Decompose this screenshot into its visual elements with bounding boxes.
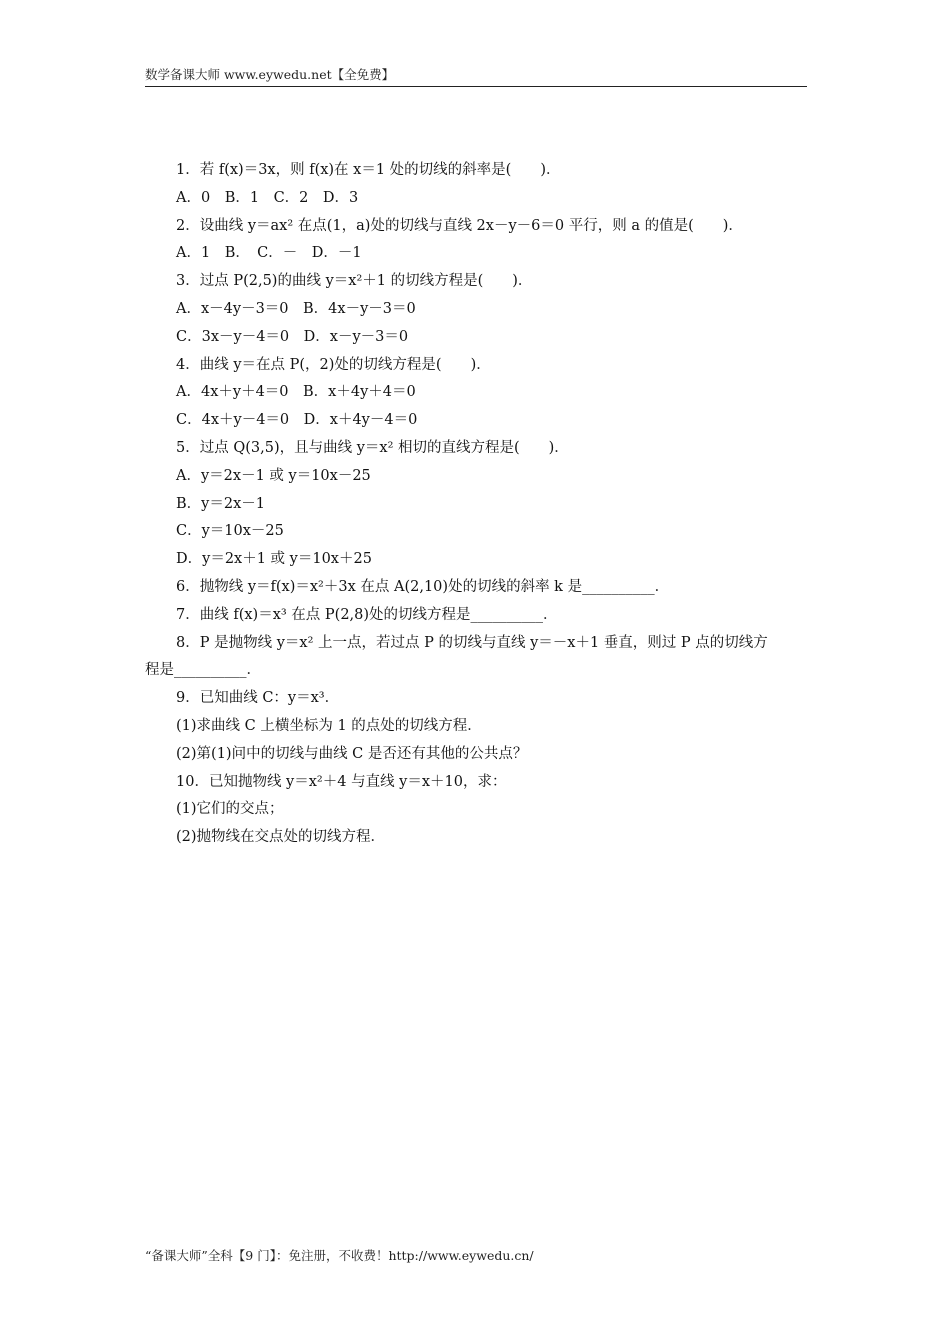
question-8: 8．P 是抛物线 y＝x² 上一点，若过点 P 的切线与直线 y＝－x＋1 垂直，则过 P 点的切线方 — [176, 634, 768, 651]
question-10: 10．已知抛物线 y＝x²＋4 与直线 y＝x＋10，求： — [176, 773, 507, 790]
question-9-part-1: (1)求曲线 C 上横坐标为 1 的点处的切线方程． — [176, 717, 482, 734]
question-4-options-cd: C．4x＋y－4＝0 D．x＋4y－4＝0 — [176, 412, 418, 429]
question-2: 2．设曲线 y＝ax² 在点(1，a)处的切线与直线 2x－y－6＝0 平行，则 a 的值是( )． — [176, 217, 743, 234]
document-body — [145, 157, 807, 852]
question-1: 1．若 f(x)＝3x，则 f(x)在 x＝1 处的切线的斜率是( )． — [176, 162, 561, 178]
question-9-part-2: (2)第(1)问中的切线与曲线 C 是否还有其他的公共点？ — [176, 745, 528, 762]
question-8-continued: 程是__________． — [145, 662, 261, 679]
question-4: 4．曲线 y＝在点 P(，2)处的切线方程是( )． — [176, 356, 491, 373]
question-3-options-cd: C．3x－y－4＝0 D．x－y－3＝0 — [176, 328, 409, 345]
question-5: 5．过点 Q(3,5)，且与曲线 y＝x² 相切的直线方程是( )． — [176, 439, 569, 456]
question-1-options: A．0 B．1 C．2 D．3 — [176, 189, 359, 206]
question-10-part-2: (2)抛物线在交点处的切线方程． — [176, 829, 386, 846]
question-4-options-ab: A．4x＋y＋4＝0 B．x＋4y＋4＝0 — [176, 384, 416, 401]
question-9: 9．已知曲线 C：y＝x³． — [176, 690, 340, 707]
question-10-part-1: (1)它们的交点； — [176, 801, 284, 818]
question-3: 3．过点 P(2,5)的曲线 y＝x²＋1 的切线方程是( )． — [176, 273, 533, 290]
question-3-options-ab: A．x－4y－3＝0 B．4x－y－3＝0 — [176, 300, 416, 317]
page-header: 数学备课大师 www.eywedu.net【全免费】 — [145, 67, 807, 87]
question-5-option-d: D．y＝2x＋1 或 y＝10x＋25 — [176, 551, 372, 568]
page-footer: “备课大师”全科【9 门】：免注册，不收费！http://www.eywedu.cn/ — [145, 1248, 534, 1263]
question-5-option-b: B．y＝2x－1 — [176, 495, 265, 512]
question-5-option-c: C．y＝10x－25 — [176, 523, 284, 540]
question-5-option-a: A．y＝2x－1 或 y＝10x－25 — [176, 467, 371, 484]
question-6: 6．抛物线 y＝f(x)＝x²＋3x 在点 A(2,10)处的切线的斜率 k 是__________． — [176, 578, 670, 595]
question-2-options: A．1 B． C．－ D．－1 — [176, 245, 362, 262]
question-7: 7．曲线 f(x)＝x³ 在点 P(2,8)处的切线方程是__________． — [176, 606, 558, 623]
